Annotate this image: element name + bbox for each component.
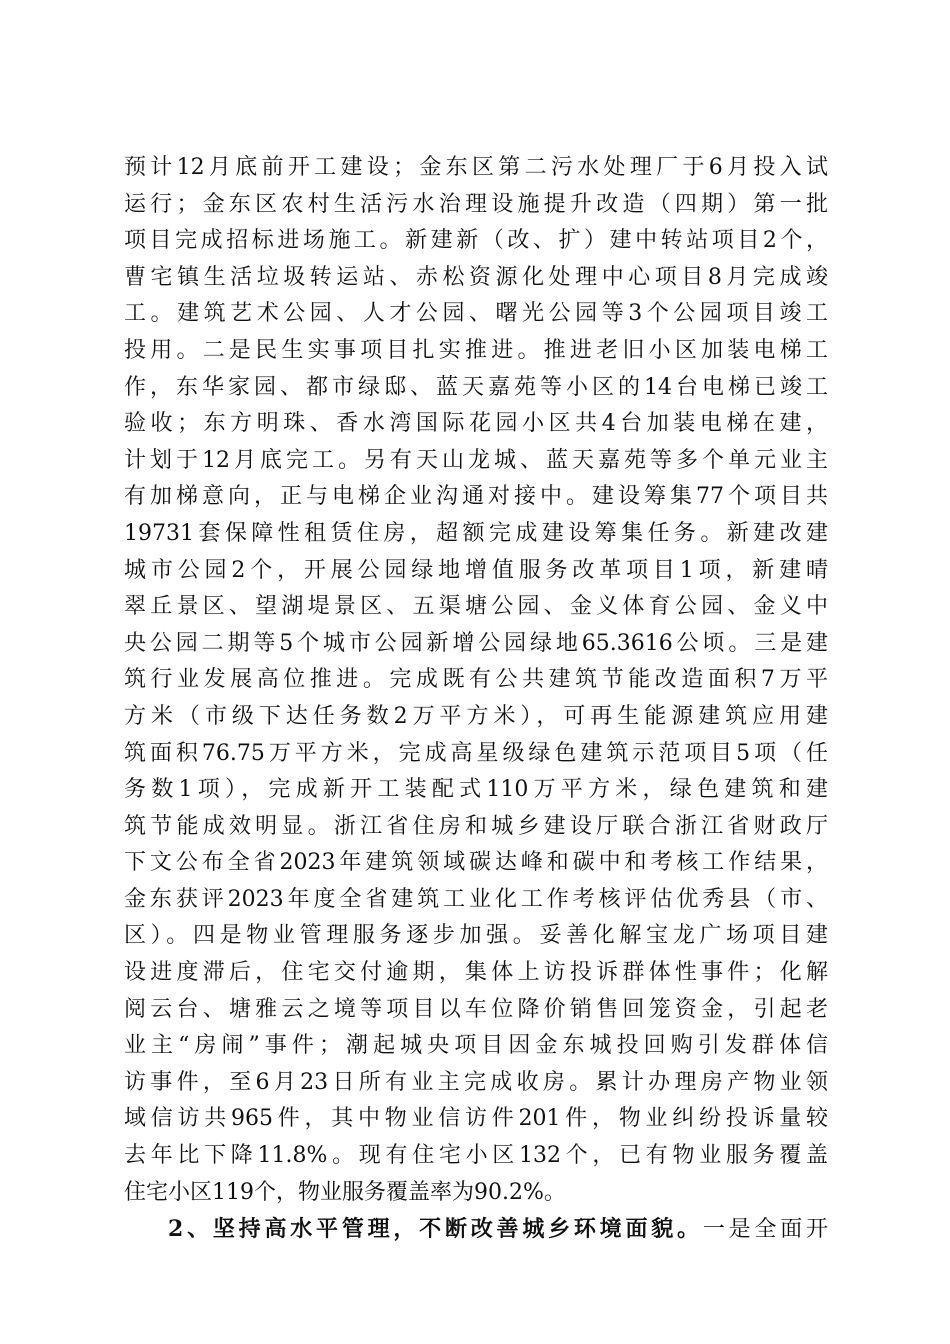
text-line-6: 投用。二是民生实事项目扎实推进。推进老旧小区加装电梯工 [124,337,828,363]
text-line-1: 预计12月底前开工建设；金东区第二污水处理厂于6月投入试 [124,155,828,180]
text-line-10: 有加梯意向，正与电梯企业沟通对接中。建设筹集77个项目共 [124,484,828,510]
text-line-16: 方米（市级下达任务数2万平方米），可再生能源建筑应用建 [124,703,828,729]
text-line-20: 下文公布全省2023年建筑领域碳达峰和碳中和考核工作结果， [124,850,828,876]
text-line-23: 设进度滞后，住宅交付逾期，集体上访投诉群体性事件；化解 [124,960,828,986]
text-line-5: 工。建筑艺术公园、人才公园、曙光公园等3个公园项目竣工 [124,301,828,327]
text-line-29: 住宅小区119个，物业服务覆盖率为90.2%。 [124,1179,566,1205]
body-text [124,150,828,1248]
text-line-26: 访事件，至6月23日所有业主完成收房。累计办理房产物业领 [124,1069,828,1095]
text-line-2: 运行；金东区农村生活污水治理设施提升改造（四期）第一批 [124,191,828,217]
text-line-28: 去年比下降11.8%。现有住宅小区132个，已有物业服务覆盖 [124,1143,828,1169]
text-line-7: 作，东华家园、都市绿邸、蓝天嘉苑等小区的14台电梯已竣工 [124,374,828,400]
text-line-8: 验收；东方明珠、香水湾国际花园小区共4台加装电梯在建， [124,411,828,437]
text-line-25: 业主“房闹”事件；潮起城央项目因金东城投回购引发群体信 [124,1033,828,1059]
text-line-19: 筑节能成效明显。浙江省住房和城乡建设厅联合浙江省财政厅 [124,813,828,839]
text-line-4: 曹宅镇生活垃圾转运站、赤松资源化处理中心项目8月完成竣 [124,264,828,290]
text-line-22: 区）。四是物业管理服务逐步加强。妥善化解宝龙广场项目建 [124,923,828,949]
text-line-12: 城市公园2个，开展公园绿地增值服务改革项目1项，新建晴 [124,557,828,583]
text-line-21: 金东获评2023年度全省建筑工业化工作考核评估优秀县（市、 [124,886,828,912]
section-heading-bold: 2、坚持高水平管理，不断改善城乡环境面貌。 [168,1216,703,1243]
text-line-17: 筑面积76.75万平方米，完成高星级绿色建筑示范项目5项（任 [124,740,828,766]
text-line-14: 央公园二期等5个城市公园新增公园绿地65.3616公顷。三是建 [124,630,828,656]
text-line-24: 阅云台、塘雅云之境等项目以车位降价销售回笼资金，引起老 [124,996,828,1022]
text-line-13: 翠丘景区、望湖堤景区、五渠塘公园、金义体育公园、金义中 [124,594,828,620]
text-line-11: 19731套保障性租赁住房，超额完成建设筹集任务。新建改建 [124,520,828,546]
text-line-9: 计划于12月底完工。另有天山龙城、蓝天嘉苑等多个单元业主 [124,447,828,473]
text-line-3: 项目完成招标进场施工。新建新（改、扩）建中转站项目2个， [124,228,828,254]
section-heading-line [124,1211,828,1248]
text-line-18: 务数1项），完成新开工装配式110万平方米，绿色建筑和建 [124,777,828,803]
text-line-27: 域信访共965件，其中物业信访件201件，物业纠纷投诉量较 [124,1106,828,1132]
section-heading-continuation: 一是全面开 [702,1217,828,1243]
text-line-15: 筑行业发展高位推进。完成既有公共建筑节能改造面积7万平 [124,667,828,693]
